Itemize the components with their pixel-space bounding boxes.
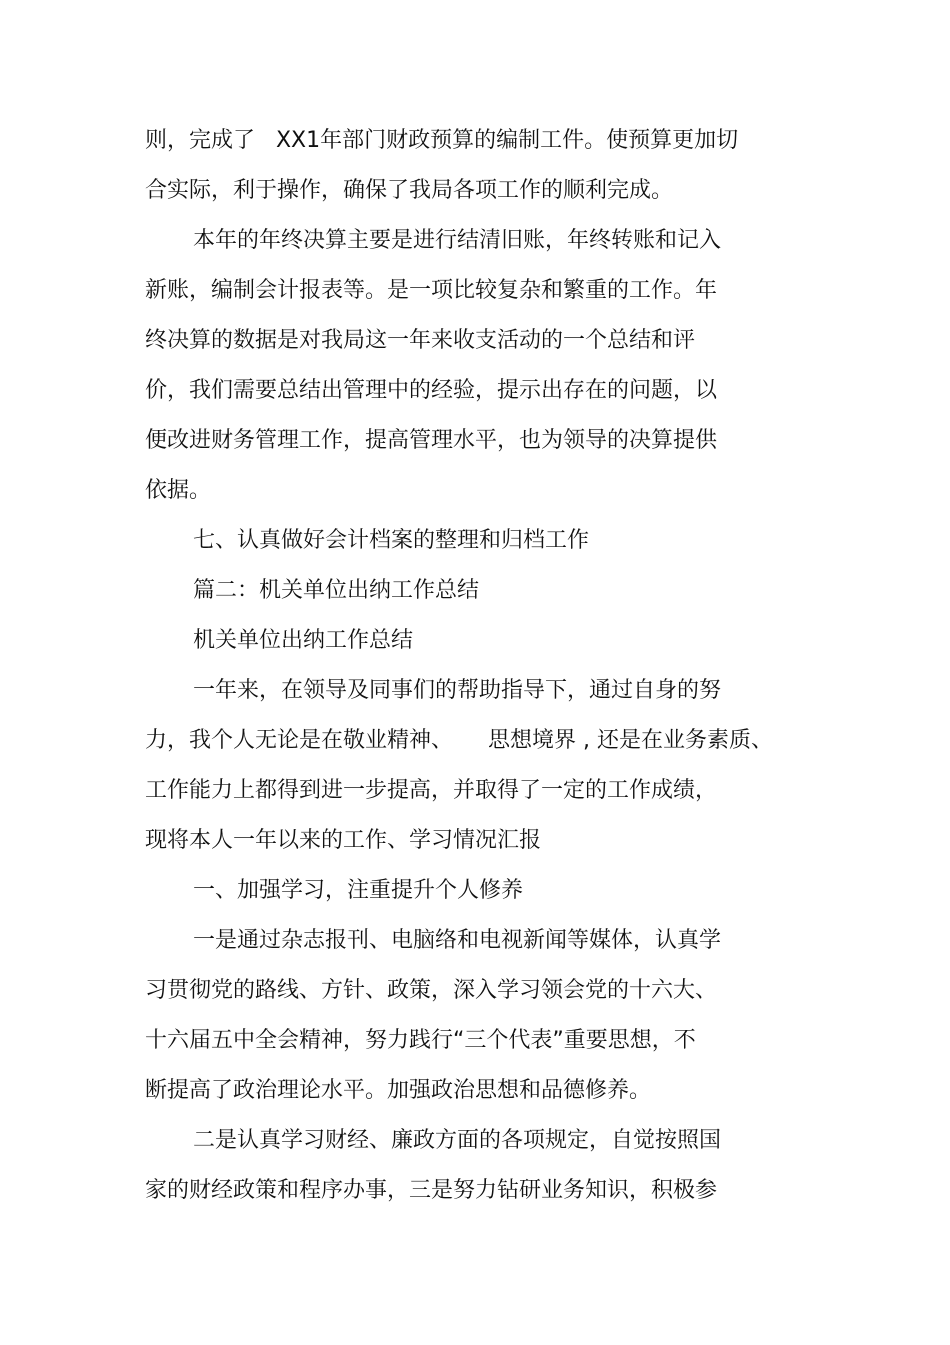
text-line: 价，我们需要总结出管理中的经验，提示出存在的问题，以: [145, 378, 718, 403]
text-line: 现将本人一年以来的工作、学习情况汇报: [145, 828, 542, 853]
text-line: 依据。: [145, 478, 212, 503]
text-line: 习贯彻党的路线、方针、政策，深入学习领会党的十六大、: [145, 978, 718, 1003]
paragraph-start-line: 一年来，在领导及同事们的帮助指导下，通过自身的努: [193, 678, 722, 703]
text-line: 十六届五中全会精神，努力践行“三个代表”重要思想，不: [145, 1028, 696, 1053]
paragraph-start-line: 一是通过杂志报刊、电脑络和电视新闻等媒体，认真学: [193, 928, 722, 953]
text-line: 断提高了政治理论水平。加强政治思想和品德修养。: [145, 1078, 652, 1103]
paragraph-start-line: 二是认真学习财经、廉政方面的各项规定，自觉按照国: [193, 1128, 722, 1153]
text-line: 力，我个人无论是在敬业精神、 思想境界 , 还是在业务素质、: [145, 728, 773, 753]
text-line: 则，完成了 XX1年部门财政预算的编制工件。使预算更加切: [145, 128, 739, 153]
section-heading: 一、加强学习，注重提升个人修养: [193, 878, 524, 903]
section-heading: 七、认真做好会计档案的整理和归档工作: [193, 528, 590, 553]
text-line: 便改进财务管理工作，提高管理水平，也为领导的决算提供: [145, 428, 718, 453]
text-line: 新账，编制会计报表等。是一项比较复杂和繁重的工作。年: [145, 278, 718, 303]
text-line: 工作能力上都得到进一步提高，并取得了一定的工作成绩，: [145, 778, 718, 803]
paragraph-start-line: 本年的年终决算主要是进行结清旧账，年终转账和记入: [193, 228, 722, 253]
text-line: 家的财经政策和程序办事，三是努力钻研业务知识，积极参: [145, 1178, 718, 1203]
chapter-heading: 篇二：机关单位出纳工作总结: [193, 578, 480, 603]
text-line: 合实际，利于操作，确保了我局各项工作的顺利完成。: [145, 178, 674, 203]
text-line: 终决算的数据是对我局这一年来收支活动的一个总结和评: [145, 328, 696, 353]
document-title: 机关单位出纳工作总结: [193, 628, 414, 653]
